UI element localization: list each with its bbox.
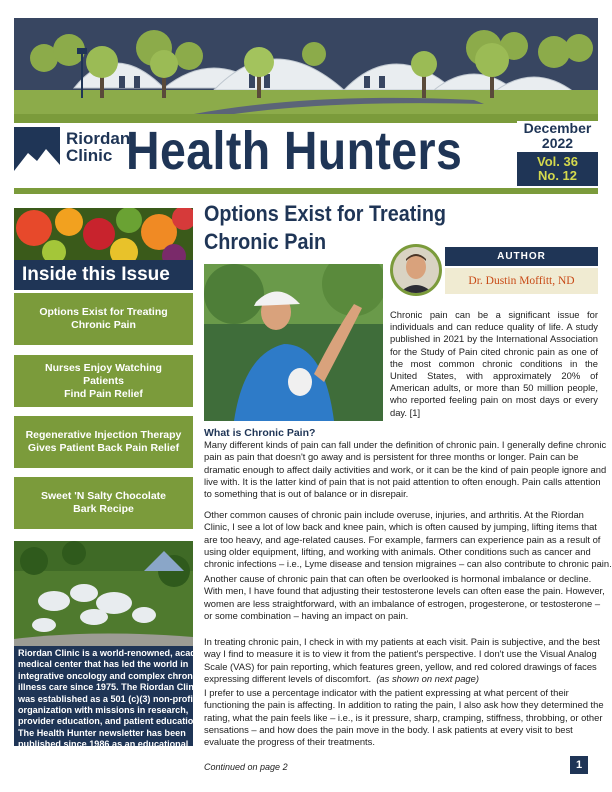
body-line: using older equipment, lifting, and working with animals. Other conditions such as cancer and xyxy=(204,545,591,557)
body-line: Other common causes of chronic pain include overuse, injuries, and arthritis. At the Riordan xyxy=(204,509,584,520)
masthead-bottom-rule xyxy=(14,188,598,194)
body-line: Many different kinds of pain can fall under the definition of chronic pain. I generally define chronic xyxy=(204,439,607,450)
header-banner-illustration xyxy=(14,18,598,114)
article-intro xyxy=(390,309,598,419)
intro-line: day. [1] xyxy=(390,406,421,418)
intro-line: Chronic pain can be a significant issue for xyxy=(390,309,598,320)
article-title-line2: Chronic Pain xyxy=(204,229,327,254)
intro-line: published in 2021 by the International Association xyxy=(390,333,598,345)
toc-item-label: Find Pain Relief xyxy=(64,387,143,400)
body-line: evaluate the progress of their treatments. xyxy=(204,736,375,748)
about-line: was established as a 501 (c)(3) non-profit xyxy=(18,693,196,704)
body-line: to something that is out of balance or in disrepair. xyxy=(204,488,409,500)
toc-item-label: Sweet 'N Salty Chocolate xyxy=(40,490,167,502)
number-label: No. 12 xyxy=(537,168,577,183)
toc-item-label: Bark Recipe xyxy=(73,503,134,515)
issue-date xyxy=(517,121,598,152)
issue-volume xyxy=(517,152,598,186)
toc-item-recipe[interactable] xyxy=(14,477,193,529)
toc-item-label: Regenerative Injection Therapy xyxy=(25,429,182,441)
about-line: resource to providers and patients. xyxy=(18,750,171,761)
body-line-text: expressing different levels of discomfort. xyxy=(204,672,372,684)
body-line: I prefer to use a percentage indicator with the patient expressing at what percent of their xyxy=(204,687,569,698)
body-line: rating, what the pain feels like – i.e., is it pressure, sharp, cramping, stiffness, throbbing, or other xyxy=(204,711,603,723)
continued-link[interactable]: Continued on page 2 xyxy=(204,762,288,772)
intro-line: the most common chronic conditions in the xyxy=(390,357,598,369)
section-heading: What is Chronic Pain? xyxy=(204,427,316,439)
paragraph-hormones xyxy=(204,573,605,622)
article-title-line1: Options Exist for Treating xyxy=(204,201,447,226)
intro-line: individuals and can reduce quality of life. A study xyxy=(390,321,598,333)
issue-month: December xyxy=(523,120,592,136)
about-line: published since 1986 as an educational xyxy=(18,739,189,750)
body-line: pain as pain that doesn't go away and is persistent for three months or longer. Pain can be xyxy=(204,451,579,463)
body-line: functioning the pain is affecting. In addition to rating the pain, I also ask how they determined the xyxy=(204,699,604,711)
body-line: chronic infections – i.e., Lyme disease and tension migraines – can also contribute to chronic pain. xyxy=(204,558,612,570)
logo-line1: Riordan xyxy=(66,129,131,148)
body-line: Clinic, I see a lot of low back and knee pain, which is often caused by jumping, lifting items that xyxy=(204,521,597,533)
paragraph-definition xyxy=(204,439,607,500)
about-line: illness care since 1975. The Riordan Clinic xyxy=(18,682,202,693)
toc-item-label: Chronic Pain xyxy=(71,319,136,331)
page-number: 1 xyxy=(570,756,588,774)
body-line: Scale (VAS) for pain reporting, which features green, yellow, and red colored drawings of faces xyxy=(204,660,597,672)
toc-item-chronic-pain[interactable] xyxy=(14,293,193,345)
toc-item-regenerative-injection[interactable] xyxy=(14,416,193,468)
body-line: women are less straightforward, with an imbalance of estrogen, progesterone, or testosterone – xyxy=(204,597,601,609)
about-line: medical center that has led the world in xyxy=(18,659,189,670)
body-line: live with. It is the latter kind of pain that is not paid attention to often enough. Pain calls attention xyxy=(204,475,601,487)
masthead xyxy=(14,120,598,187)
author-label: AUTHOR xyxy=(445,247,598,266)
issue-info xyxy=(517,121,598,184)
logo-text xyxy=(66,130,130,164)
inside-this-issue-heading: Inside this Issue xyxy=(14,260,193,290)
intro-line: who reported feeling pain on most days or every xyxy=(390,394,598,406)
about-riordan-clinic xyxy=(14,646,217,761)
next-page-note: (as shown on next page) xyxy=(376,672,479,684)
toc-item-label: Options Exist for Treating xyxy=(39,306,168,318)
clinic-aerial-photo xyxy=(14,541,193,647)
riordan-logo-icon xyxy=(14,127,60,171)
toc-item-label: Nurses Enjoy Watching Patients xyxy=(45,361,162,387)
author-avatar xyxy=(390,244,442,296)
about-line: provider education, and patient education. xyxy=(18,716,202,727)
body-line: In treating chronic pain, I check in with my patients at each visit. Pain is subjective, and the best xyxy=(204,636,601,647)
paragraph-percentage xyxy=(204,687,604,748)
newsletter-title: Health Hunters xyxy=(126,121,463,181)
logo-line2: Clinic xyxy=(66,146,113,165)
issue-year: 2022 xyxy=(541,135,574,151)
golfer-photo xyxy=(204,264,383,421)
about-line: Riordan Clinic is a world-renowned, academic xyxy=(18,648,217,658)
about-line: organization with missions in research, xyxy=(18,705,189,716)
paragraph-causes xyxy=(204,509,612,570)
body-line: or some combination – having an impact on pain. xyxy=(204,609,409,621)
body-line: way I find to measure it is to view it from the patient's perspective. I don't use the Visual Analog xyxy=(204,648,597,660)
intro-line: United States, with approximately 20% of xyxy=(390,370,598,382)
body-line: sensations – and how does the pain move in the body. I ask patients at every visit to best xyxy=(204,723,573,735)
volume-label: Vol. 36 xyxy=(537,154,578,169)
about-line: integrative oncology and complex chronic xyxy=(18,670,201,681)
body-line-last xyxy=(204,673,598,685)
body-line: With men, I have found that adjusting their testosterone levels can often ease the pain. However, xyxy=(204,585,605,597)
body-line: are too heavy, and age-related causes. For example, farmers can experience pain as a result of xyxy=(204,533,601,545)
body-line: Another cause of chronic pain that can often be overlooked is hormonal imbalance or decline. xyxy=(204,573,592,584)
toc-item-nurses[interactable] xyxy=(14,355,193,407)
about-line: The Health Hunter newsletter has been xyxy=(18,727,186,738)
intro-line: American adults, or more than 50 million people, xyxy=(390,382,598,394)
toc-item-label: Gives Patient Back Pain Relief xyxy=(27,442,180,454)
author-name: Dr. Dustin Moffitt, ND xyxy=(445,268,598,294)
body-line: dramatic enough to affect daily activities and work, or it can be the kind of pain people ignore and xyxy=(204,463,607,475)
paragraph-treatment xyxy=(204,636,601,685)
intro-line: for the Study of Pain cited chronic pain as one of xyxy=(390,345,598,357)
